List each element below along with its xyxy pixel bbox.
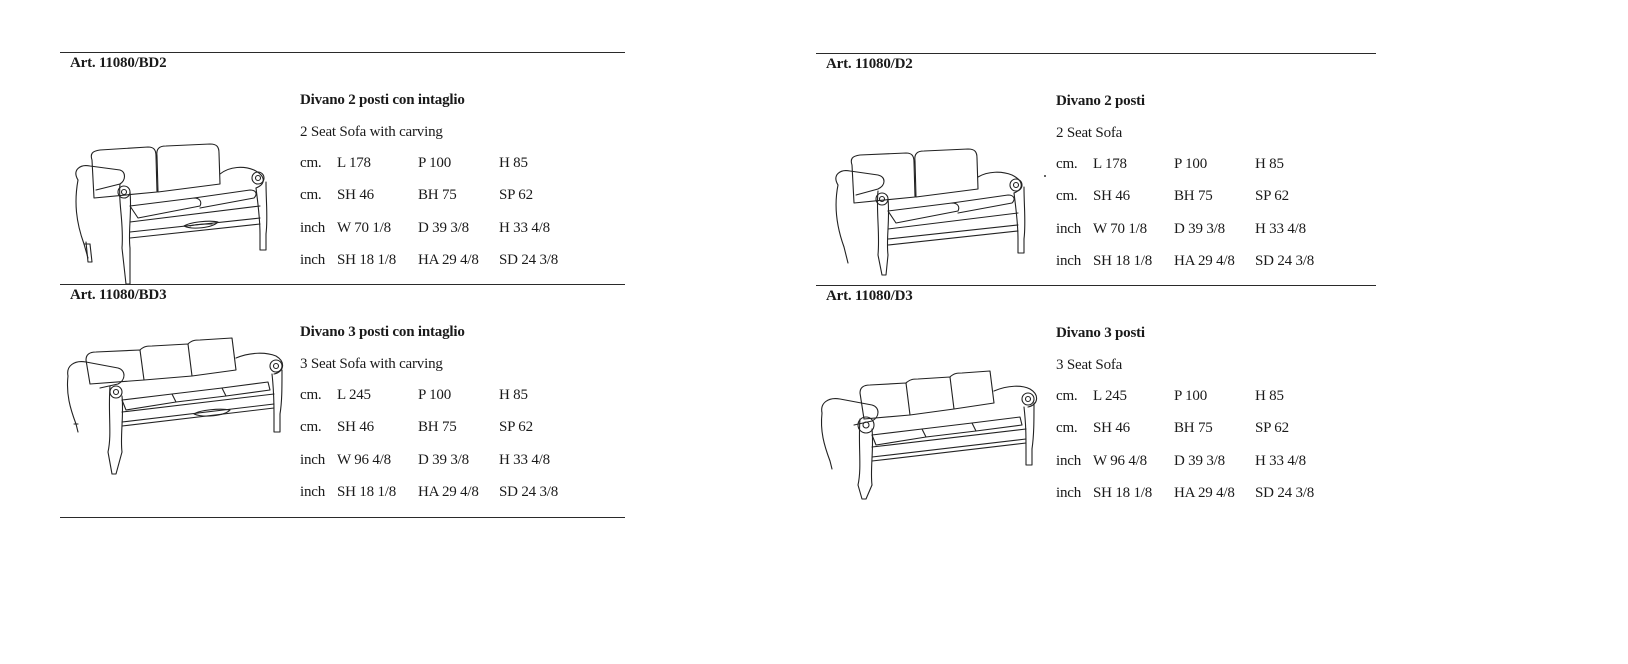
dim-value: W 96 4/8 — [1093, 453, 1147, 469]
product-name-english: 3 Seat Sofa with carving — [300, 356, 443, 372]
sofa-3-seat-carved-icon — [60, 284, 290, 516]
dim-value: BH 75 — [1174, 188, 1213, 204]
dim-value: SH 18 1/8 — [1093, 253, 1153, 269]
dim-value: SP 62 — [1255, 188, 1289, 204]
dim-unit: cm. — [300, 187, 322, 203]
dim-value: D 39 3/8 — [1174, 453, 1225, 469]
dim-unit: inch — [1056, 221, 1082, 237]
product-entry — [816, 53, 1376, 285]
dim-value: D 39 3/8 — [1174, 221, 1225, 237]
product-name-english: 2 Seat Sofa — [1056, 125, 1123, 141]
dim-value: HA 29 4/8 — [1174, 253, 1235, 269]
dim-unit: inch — [300, 452, 326, 468]
article-code: Art. 11080/BD2 — [70, 55, 167, 71]
dim-value: H 33 4/8 — [499, 220, 550, 236]
dim-value: HA 29 4/8 — [418, 484, 479, 500]
dim-value: BH 75 — [1174, 420, 1213, 436]
dim-unit: cm. — [300, 155, 322, 171]
dim-unit: cm. — [1056, 156, 1078, 172]
dim-value: P 100 — [418, 155, 452, 171]
product-name-italian: Divano 3 posti con intaglio — [300, 324, 465, 340]
dim-value: SP 62 — [1255, 420, 1289, 436]
dim-value: L 245 — [1093, 388, 1127, 404]
dim-value: SD 24 3/8 — [499, 252, 559, 268]
dim-unit: inch — [1056, 253, 1082, 269]
article-code: Art. 11080/D3 — [826, 288, 913, 304]
sofa-2-seat-carved-icon — [60, 52, 280, 284]
dim-value: D 39 3/8 — [418, 220, 469, 236]
dim-value: SD 24 3/8 — [1255, 253, 1315, 269]
product-entry — [60, 284, 625, 516]
dim-value: H 85 — [1255, 156, 1284, 172]
product-entry — [60, 52, 625, 284]
dim-value: HA 29 4/8 — [1174, 485, 1235, 501]
dim-unit: inch — [1056, 485, 1082, 501]
dim-unit: cm. — [300, 419, 322, 435]
dim-unit: inch — [300, 484, 326, 500]
sofa-3-seat-icon — [816, 285, 1046, 517]
dim-unit: inch — [300, 252, 326, 268]
dim-value: H 33 4/8 — [1255, 221, 1306, 237]
dim-value: SD 24 3/8 — [499, 484, 559, 500]
product-name-italian: Divano 2 posti con intaglio — [300, 92, 465, 108]
dim-value: SH 46 — [1093, 420, 1130, 436]
dim-unit: inch — [1056, 453, 1082, 469]
dim-value: H 33 4/8 — [1255, 453, 1306, 469]
product-name-english: 2 Seat Sofa with carving — [300, 124, 443, 140]
dim-value: L 178 — [1093, 156, 1127, 172]
dim-value: H 85 — [499, 155, 528, 171]
dim-value: W 70 1/8 — [1093, 221, 1147, 237]
dim-value: P 100 — [1174, 156, 1208, 172]
dim-value: SH 46 — [1093, 188, 1130, 204]
dim-unit: cm. — [300, 387, 322, 403]
dim-value: SH 18 1/8 — [1093, 485, 1153, 501]
dim-value: H 33 4/8 — [499, 452, 550, 468]
dim-value: L 178 — [337, 155, 371, 171]
dim-value: HA 29 4/8 — [418, 252, 479, 268]
stray-mark — [1044, 175, 1046, 177]
product-name-italian: Divano 2 posti — [1056, 93, 1145, 109]
sofa-2-seat-icon — [816, 53, 1036, 285]
dim-unit: cm. — [1056, 188, 1078, 204]
dim-value: W 70 1/8 — [337, 220, 391, 236]
article-code: Art. 11080/BD3 — [70, 287, 167, 303]
dim-value: SD 24 3/8 — [1255, 485, 1315, 501]
dim-value: D 39 3/8 — [418, 452, 469, 468]
dim-value: SH 18 1/8 — [337, 484, 397, 500]
dim-value: SH 18 1/8 — [337, 252, 397, 268]
dim-value: P 100 — [1174, 388, 1208, 404]
product-name-italian: Divano 3 posti — [1056, 325, 1145, 341]
dim-value: W 96 4/8 — [337, 452, 391, 468]
dim-value: H 85 — [499, 387, 528, 403]
dim-value: SP 62 — [499, 419, 533, 435]
dim-value: SH 46 — [337, 187, 374, 203]
dim-value: BH 75 — [418, 419, 457, 435]
dim-unit: cm. — [1056, 420, 1078, 436]
dim-value: P 100 — [418, 387, 452, 403]
article-code: Art. 11080/D2 — [826, 56, 913, 72]
dim-value: H 85 — [1255, 388, 1284, 404]
dim-unit: inch — [300, 220, 326, 236]
dim-value: SH 46 — [337, 419, 374, 435]
divider-line — [60, 517, 625, 518]
dim-value: BH 75 — [418, 187, 457, 203]
product-name-english: 3 Seat Sofa — [1056, 357, 1123, 373]
dim-value: SP 62 — [499, 187, 533, 203]
dim-value: L 245 — [337, 387, 371, 403]
dim-unit: cm. — [1056, 388, 1078, 404]
product-entry — [816, 285, 1376, 517]
